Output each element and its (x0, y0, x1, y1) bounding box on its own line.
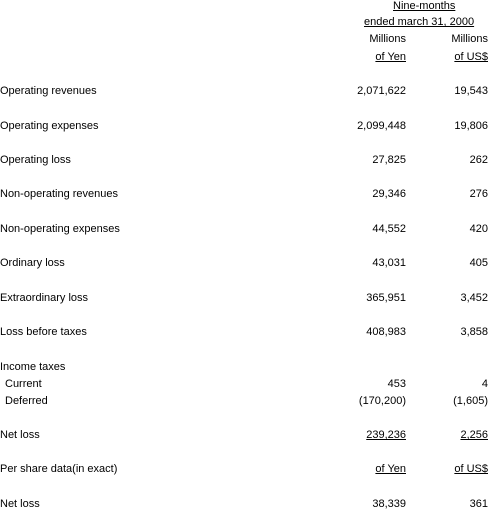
row-label-operating-expenses: Operating expenses (0, 120, 99, 132)
row-usd-non-operating-revenues: 276 (469, 188, 488, 200)
row-usd-non-operating-expenses: 420 (469, 223, 488, 235)
income-taxes-deferred-label: Deferred (5, 395, 48, 407)
row-yen-operating-revenues: 2,071,622 (357, 85, 406, 97)
per-share-yen-unit: of Yen (375, 463, 406, 475)
per-share-net-loss-yen: 38,339 (372, 498, 406, 510)
row-yen-non-operating-expenses: 44,552 (372, 223, 406, 235)
per-share-net-loss-label: Net loss (0, 498, 40, 510)
row-label-non-operating-revenues: Non-operating revenues (0, 188, 119, 200)
row-usd-ordinary-loss: 405 (469, 257, 488, 269)
row-usd-loss-before-taxes: 3,858 (460, 326, 488, 338)
row-yen-non-operating-revenues: 29,346 (372, 188, 406, 200)
row-label-non-operating-expenses: Non-operating expenses (0, 223, 120, 235)
per-share-label: Per share data(in exact) (0, 463, 118, 475)
period-header-line2: ended march 31, 2000 (364, 16, 475, 28)
row-label-ordinary-loss: Ordinary loss (0, 257, 65, 269)
income-taxes-current-yen: 453 (387, 378, 406, 390)
income-taxes-current-label: Current (5, 378, 42, 390)
row-yen-ordinary-loss: 43,031 (372, 257, 406, 269)
net-loss-label: Net loss (0, 429, 40, 441)
row-usd-extraordinary-loss: 3,452 (460, 292, 488, 304)
row-yen-extraordinary-loss: 365,951 (366, 292, 406, 304)
usd-column-header-line2: of US$ (454, 51, 488, 63)
period-header-line1: Nine-months (393, 0, 456, 12)
income-taxes-deferred-usd: (1,605) (453, 395, 488, 407)
row-yen-operating-expenses: 2,099,448 (357, 120, 406, 132)
net-loss-usd: 2,256 (460, 429, 488, 441)
net-loss-yen: 239,236 (366, 429, 406, 441)
per-share-net-loss-usd: 361 (469, 498, 488, 510)
yen-column-header-line2: of Yen (375, 51, 406, 63)
income-taxes-current-usd: 4 (481, 378, 488, 390)
row-label-operating-revenues: Operating revenues (0, 85, 97, 97)
row-usd-operating-expenses: 19,806 (454, 120, 488, 132)
row-label-extraordinary-loss: Extraordinary loss (0, 292, 89, 304)
row-yen-operating-loss: 27,825 (372, 154, 406, 166)
row-usd-operating-revenues: 19,543 (454, 85, 488, 97)
yen-column-header-line1: Millions (369, 33, 406, 45)
row-label-loss-before-taxes: Loss before taxes (0, 326, 87, 338)
row-yen-loss-before-taxes: 408,983 (366, 326, 406, 338)
per-share-usd-unit: of US$ (454, 463, 488, 475)
income-taxes-label: Income taxes (0, 361, 66, 373)
usd-column-header-line1: Millions (451, 33, 488, 45)
row-usd-operating-loss: 262 (469, 154, 488, 166)
row-label-operating-loss: Operating loss (0, 154, 71, 166)
income-taxes-deferred-yen: (170,200) (358, 395, 406, 407)
